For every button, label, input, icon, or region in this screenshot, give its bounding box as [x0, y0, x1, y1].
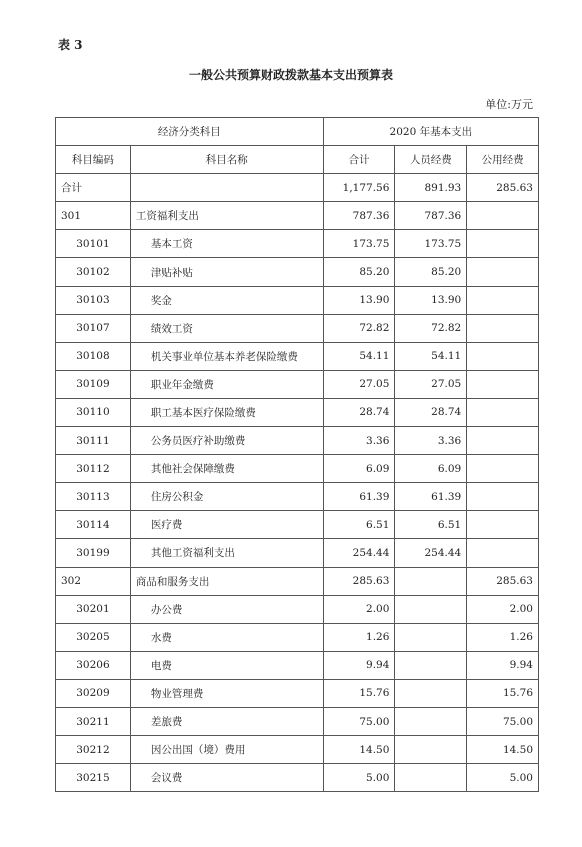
row-subject-name: 其他工资福利支出 — [130, 539, 323, 567]
table-row — [56, 511, 539, 539]
row-public-expense: 9.94 — [467, 651, 539, 679]
row-total: 1,177.56 — [323, 174, 395, 202]
header-subject-code: 科目编码 — [56, 146, 131, 174]
row-public-expense — [467, 202, 539, 230]
row-personnel-expense: 72.82 — [395, 314, 467, 342]
row-total: 254.44 — [323, 539, 395, 567]
table-row — [56, 623, 539, 651]
row-total: 285.63 — [323, 567, 395, 595]
row-personnel-expense: 85.20 — [395, 258, 467, 286]
row-personnel-expense: 6.51 — [395, 511, 467, 539]
row-subject-name: 公务员医疗补助缴费 — [130, 427, 323, 455]
row-subject-code: 30111 — [56, 427, 131, 455]
row-subject-code: 30107 — [56, 314, 131, 342]
table-row — [56, 567, 539, 595]
row-total: 72.82 — [323, 314, 395, 342]
row-subject-name: 绩效工资 — [130, 314, 323, 342]
row-subject-code: 30109 — [56, 370, 131, 398]
table-row — [56, 230, 539, 258]
row-total: 85.20 — [323, 258, 395, 286]
row-total: 6.51 — [323, 511, 395, 539]
row-public-expense — [467, 314, 539, 342]
table-row — [56, 455, 539, 483]
row-subject-name: 津贴补贴 — [130, 258, 323, 286]
row-subject-code: 30206 — [56, 651, 131, 679]
row-subject-code: 30102 — [56, 258, 131, 286]
row-public-expense — [467, 511, 539, 539]
row-total: 2.00 — [323, 595, 395, 623]
header-basic-expenditure-2020: 2020 年基本支出 — [323, 118, 538, 146]
row-personnel-expense: 27.05 — [395, 370, 467, 398]
row-public-expense: 5.00 — [467, 764, 539, 792]
row-total: 3.36 — [323, 427, 395, 455]
row-public-expense — [467, 230, 539, 258]
table-row — [56, 679, 539, 707]
row-subject-code: 30103 — [56, 286, 131, 314]
row-total: 15.76 — [323, 679, 395, 707]
table-number: 表 3 — [58, 38, 83, 52]
row-subject-code: 30114 — [56, 511, 131, 539]
row-subject-name: 工资福利支出 — [130, 202, 323, 230]
row-personnel-expense — [395, 707, 467, 735]
row-personnel-expense: 13.90 — [395, 286, 467, 314]
row-total: 173.75 — [323, 230, 395, 258]
table-row — [56, 202, 539, 230]
table-row — [56, 736, 539, 764]
row-personnel-expense: 28.74 — [395, 398, 467, 426]
header-personnel-expense: 人员经费 — [395, 146, 467, 174]
row-subject-name: 基本工资 — [130, 230, 323, 258]
header-economic-classification: 经济分类科目 — [56, 118, 324, 146]
table-row — [56, 258, 539, 286]
row-personnel-expense: 54.11 — [395, 342, 467, 370]
row-subject-name: 水费 — [130, 623, 323, 651]
row-subject-name: 差旅费 — [130, 707, 323, 735]
row-public-expense: 285.63 — [467, 567, 539, 595]
row-subject-name: 其他社会保障缴费 — [130, 455, 323, 483]
row-subject-name: 物业管理费 — [130, 679, 323, 707]
row-public-expense — [467, 370, 539, 398]
table-row — [56, 398, 539, 426]
row-subject-code: 30110 — [56, 398, 131, 426]
row-subject-code: 30201 — [56, 595, 131, 623]
row-public-expense: 15.76 — [467, 679, 539, 707]
row-total: 75.00 — [323, 707, 395, 735]
row-total: 54.11 — [323, 342, 395, 370]
row-personnel-expense — [395, 595, 467, 623]
row-total: 13.90 — [323, 286, 395, 314]
row-public-expense — [467, 258, 539, 286]
budget-table — [55, 117, 539, 792]
row-subject-name: 职工基本医疗保险缴费 — [130, 398, 323, 426]
header-total: 合计 — [323, 146, 395, 174]
table-row — [56, 174, 539, 202]
row-subject-name — [130, 174, 323, 202]
row-total: 9.94 — [323, 651, 395, 679]
row-public-expense — [467, 427, 539, 455]
row-personnel-expense: 3.36 — [395, 427, 467, 455]
row-personnel-expense — [395, 736, 467, 764]
row-subject-code: 30212 — [56, 736, 131, 764]
header-public-expense: 公用经费 — [467, 146, 539, 174]
row-total: 1.26 — [323, 623, 395, 651]
row-subject-code: 30211 — [56, 707, 131, 735]
row-subject-name: 因公出国（境）费用 — [130, 736, 323, 764]
table-row — [56, 764, 539, 792]
row-subject-name: 电费 — [130, 651, 323, 679]
unit-label: 单位:万元 — [485, 98, 533, 111]
row-subject-code: 30215 — [56, 764, 131, 792]
row-public-expense: 75.00 — [467, 707, 539, 735]
row-personnel-expense — [395, 651, 467, 679]
row-subject-name: 商品和服务支出 — [130, 567, 323, 595]
row-personnel-expense: 254.44 — [395, 539, 467, 567]
table-row — [56, 286, 539, 314]
row-subject-code: 30205 — [56, 623, 131, 651]
row-personnel-expense: 173.75 — [395, 230, 467, 258]
row-personnel-expense: 891.93 — [395, 174, 467, 202]
row-subject-name: 会议费 — [130, 764, 323, 792]
row-total: 61.39 — [323, 483, 395, 511]
row-public-expense — [467, 483, 539, 511]
row-subject-code: 30209 — [56, 679, 131, 707]
row-public-expense: 2.00 — [467, 595, 539, 623]
table-row — [56, 651, 539, 679]
row-subject-name: 医疗费 — [130, 511, 323, 539]
row-subject-code: 合计 — [56, 174, 131, 202]
row-subject-name: 机关事业单位基本养老保险缴费 — [130, 342, 323, 370]
table-row — [56, 370, 539, 398]
table-row — [56, 483, 539, 511]
table-row — [56, 314, 539, 342]
row-total: 787.36 — [323, 202, 395, 230]
row-public-expense — [467, 539, 539, 567]
table-row — [56, 539, 539, 567]
row-public-expense — [467, 455, 539, 483]
row-public-expense — [467, 286, 539, 314]
table-row — [56, 342, 539, 370]
row-subject-code: 30199 — [56, 539, 131, 567]
table-row — [56, 427, 539, 455]
row-subject-code: 302 — [56, 567, 131, 595]
row-personnel-expense — [395, 764, 467, 792]
row-subject-name: 职业年金缴费 — [130, 370, 323, 398]
row-public-expense — [467, 398, 539, 426]
header-subject-name: 科目名称 — [130, 146, 323, 174]
row-personnel-expense: 787.36 — [395, 202, 467, 230]
row-subject-code: 30113 — [56, 483, 131, 511]
row-subject-name: 奖金 — [130, 286, 323, 314]
row-subject-name: 办公费 — [130, 595, 323, 623]
row-personnel-expense — [395, 567, 467, 595]
table-row — [56, 707, 539, 735]
row-total: 6.09 — [323, 455, 395, 483]
row-subject-code: 30112 — [56, 455, 131, 483]
row-public-expense — [467, 342, 539, 370]
row-total: 27.05 — [323, 370, 395, 398]
row-total: 28.74 — [323, 398, 395, 426]
row-personnel-expense: 61.39 — [395, 483, 467, 511]
row-personnel-expense — [395, 623, 467, 651]
row-subject-code: 301 — [56, 202, 131, 230]
row-public-expense: 1.26 — [467, 623, 539, 651]
row-subject-code: 30108 — [56, 342, 131, 370]
header-group-row — [56, 118, 539, 146]
row-subject-name: 住房公积金 — [130, 483, 323, 511]
row-subject-code: 30101 — [56, 230, 131, 258]
row-public-expense: 285.63 — [467, 174, 539, 202]
header-column-row — [56, 146, 539, 174]
row-total: 5.00 — [323, 764, 395, 792]
row-total: 14.50 — [323, 736, 395, 764]
document-title: 一般公共预算财政拨款基本支出预算表 — [188, 68, 393, 82]
row-public-expense: 14.50 — [467, 736, 539, 764]
row-personnel-expense: 6.09 — [395, 455, 467, 483]
table-row — [56, 595, 539, 623]
row-personnel-expense — [395, 679, 467, 707]
